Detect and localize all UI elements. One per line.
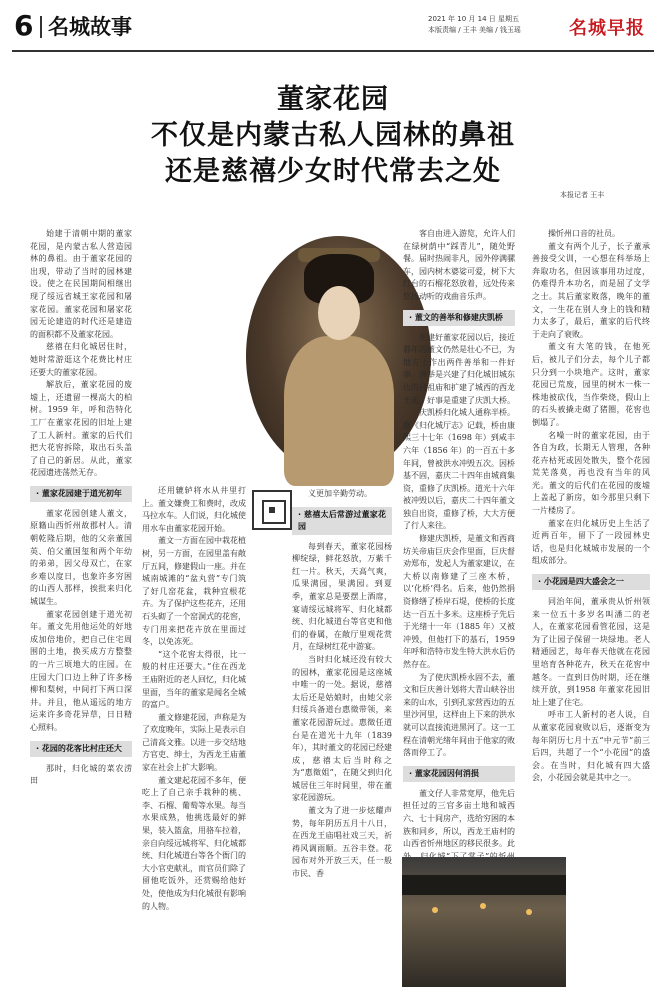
paragraph: 名噪一时的董家花园，由于各自为政，长期无人管理，各种花卉枯死或因处散失，整个花园荒芜落莫，再也没有当年的风光。董文的后代们在花园的废墟上盖起了新房，如今那里只剩下一片楼房了。 xyxy=(532,430,650,516)
paragraph: 董文建起花园不多年，便吃上了自己亲手栽种的桃、李、石榴、葡萄等水果。每当水果成熟，他挑选最好的鲜果，装入篮盒，用骆车拉着，亲自向绥远城将军、归化城都统、归化城道台等各个衙门的大小官吏献礼，而官员们除了留他吃饭外，还赏赐给他好处，使他成为归化城很有影响的人物。 xyxy=(142,775,246,911)
newspaper-logo: 名城早报 xyxy=(569,18,645,39)
paragraph: 董家在归化城历史上生活了近两百年，留下了一段园林史话，也是归化城城市发展的一个组成部分。 xyxy=(532,518,650,566)
paragraph: 董文有大笔的钱，在他死后，被儿子们分去，每个儿子都只分到一小块地产。这时，董家花园已荒废，园里的树木一株一株地被砍伐，当作柴烧，假山上的石头被撬走砌了猪圈，花窖也倒塌了。 xyxy=(532,342,650,427)
paragraph: 客自由进入游览，允许人们在绿树荫中“踩青儿”，随处野餐。届时热闹非凡，园外停满骡车，园内树木婆娑可爱，树下大红台的石榴花怒放着，远处传来悠扬动听的戏曲音乐声。 xyxy=(403,229,515,301)
subhead-cixi: · 慈禧太后常游过董家花园 xyxy=(292,507,392,535)
decorative-frame-icon xyxy=(252,490,292,530)
paragraph: 董家花园创建于道光初年。董文先用他运处的好地成加倍地价，把自己住宅周围的土地，换买成方方整整的一片三顷地大的庄园。在庄园大门口边上种了许多杨柳和梨树，中间打下两口深井。并且，他从遥远的地方运来许多奇花异草，日日精心照料。 xyxy=(30,609,132,732)
header-divider xyxy=(40,16,42,38)
paragraph: 在建好董家花园以后，接近暮年的董文仍然是壮心不已，为地方上作出两件善举和一件好事。善举是兴建了归化城旧城东边的昌祖庙和扩建了城西的西龙王庙，好事是重建了庆凯大桥。 xyxy=(403,332,515,405)
subhead-festival: · 小花园是四大盛会之一 xyxy=(532,574,650,590)
paragraph: 修建庆凯桥，是董文和西商坊关帝庙巨庆会作里面，巨庆督劝郑布，发起人为董家建议，在大桥以南修建了三座木桥，以‘化桥’得名。后来，他仍然捐资修缮了桥岸石堤，使桥的长度达一百五十多米。这座桥子先后于光绪十一年（1885 年）又被冲毁，但他打下的基石，1959 年呼和浩特市发生特大洪水后仍然存在。 xyxy=(403,534,515,669)
headline-line-1: 董家花园 xyxy=(277,84,389,115)
paragraph: 那时，归化城的菜农涝田 xyxy=(30,763,132,786)
paragraph: 慈禧在归化城居住时，她时常游逛这个花费比村庄还要大的董家花园。 xyxy=(30,342,132,377)
subhead-bridge: · 董文的善举和修建庆凯桥 xyxy=(403,310,515,326)
section-title: 名城故事 xyxy=(48,15,132,39)
byline: 本报记者 王丰 xyxy=(560,191,605,199)
subhead-cellar: · 花园的花客比村庄还大 xyxy=(30,741,132,757)
paragraph: 每到春天，董家花园杨柳绽绿，鲜花怒放，万紫千红一片。秋天，天高气爽，瓜果满园，果满园。到夏季，董家总是要摆上酒席，宴请绥远城将军、归化城都统、归化城道台等官吏和他们的眷属，在敞厅里观花赏月，在绿树红花中游宴。 xyxy=(292,541,392,652)
paragraph: 义更加辛勤劳动。 xyxy=(308,489,372,498)
column-1 xyxy=(30,228,132,988)
paragraph: 董家花园创建人董文，原籍山西忻州故郡村人。清朝乾隆后期，他的父亲董国英、伯父董国玺和两个年幼的弟弟，因父母双亡，在家乡难以度日，也象许多穷困的山西人那样，挨批来归化城谋生。 xyxy=(30,508,132,607)
subhead-founding: · 董家花园建于道光初年 xyxy=(30,486,132,502)
lantern-icon xyxy=(480,903,486,909)
paragraph: 操忻州口音的社员。 xyxy=(548,229,620,238)
paragraph: 同治年间，董承贵从忻州领来一位五十多岁名叫潘二的老人，在董家花园看管花园，这是为了让园子保留一块绿地。老人精通园艺，每年春天他就在花园里培育各种花卉，秋天在花窖中越冬。一直到日伪时期，还在继续开放，到1958 年董家花园旧址上建了住宅。 xyxy=(532,597,650,707)
paragraph: “这个花窖太得很，比一般的村庄还要大。”住在西龙王庙附近的老人回忆，归化城里面，当年的董家是闻名全城的富户。 xyxy=(142,649,246,710)
paragraph: 庆凯桥归化城人通称半桥。据《归化城厅志》记载，桥由康熙三十七年（1698 年）到咸丰六年（1856 年）的一百五十多年间，曾被洪水冲毁五次。因桥基不固，嘉庆二十四年由城商集资，重修了庆凯桥。道光十六年被冲毁以后，嘉庆二十四年董文独自出资，重修了桥，大大方便了行人来往。 xyxy=(403,408,515,531)
paragraph: 董文修建花园，声称是为了欢度晚年，实际上是表示自己清高文雅。以进一步交结地方官吏、绅士，为西龙王庙董家在社会上扩大影响。 xyxy=(142,712,246,773)
headline-line-2: 不仅是内蒙古私人园林的鼻祖 xyxy=(151,120,515,151)
photo-face xyxy=(318,286,360,340)
lantern-icon xyxy=(432,907,438,913)
header-meta xyxy=(428,14,521,36)
paragraph: 解放后，董家花园的废墟上，还遗留一棵高大的柏树。1959 年，呼和浩特化工厂在董家花园的旧址上建了工人新村。董家的后代们把大花窖拆除，取出石头盖了自己的新居。从此，董家花园遗迹荡然无存。 xyxy=(30,380,132,478)
column-2 xyxy=(142,485,246,988)
headline xyxy=(60,82,606,190)
photo-robe xyxy=(284,336,394,486)
page-header xyxy=(0,0,666,52)
paragraph: 始建于清朝中期的董家花园，是内蒙古私人营造园林的鼻祖。由于董家花园的出现，带动了当时的园林建设。使之在民国期间相继出现了绥远省城王家花园和屠家花园。董家花园和屠家花园无论建造的时代还是建造的面积都不及董家花园。 xyxy=(30,229,132,339)
paragraph: 董文仔人非常宽厚，他先后担任过的三官多亩土地和城西六、七十间房产，选给穷困的本族和同乡，所以，西龙王庙村的山西省忻州地区的移民很多。此 xyxy=(403,788,515,849)
editor-credits: 本版责编 / 王丰 美编 / 钱玉瑶 xyxy=(428,26,521,34)
column-3 xyxy=(403,228,515,853)
paragraph: 当时归化城还没有较大的园林，董家花园是这座城中唯一的一处。据说，慈禧太后还是姑娘时，由她父亲归绥兵备道台惠徵带领，来董家花园游玩过。惠徵任道台是在道光十九年（1839 年），其时董文的花园已经建成，慈禧太后当时称之为“惠徵姐”，在随父到归化城居住三年时间里，带在董家花园游玩。 xyxy=(292,654,392,803)
paragraph: 还用辘轳将水从井里打上。董文嫌费工和费时，改成马拉水车。人们说，归化城使用水车由董家花园开始。 xyxy=(142,486,246,533)
paragraph: 呼市工人新村的老人说，自从董家花园衰败以后，逐渐变为每年阴历七月十五“中元节”前三后四，共超了一个“小花园”的盛会。在当时，归化城有四大盛会，小花园会就是其中之一。 xyxy=(532,710,650,783)
headline-line-3: 还是慈禧少女时代常去之处 xyxy=(165,156,501,187)
header-rule xyxy=(12,50,654,52)
column-2b xyxy=(292,488,392,988)
paragraph: 董文为了进一步炫耀声势，每年阴历五月十八日，在西龙王庙唱社戏三天，祈祷风调雨顺。五谷丰登。花园布对外开放三天，任一般市民、香 xyxy=(292,806,392,879)
paragraph: 董文一方面在园中栽花植树，另一方面，在园里盖有敞厅五间，修建假山一座。并在城南城滩的“盆丸营”专门筑了好几窑花盆，栽种宜根花卉。为了保护这些花卉，还用石头砌了一个窑洞式的花窖，专门用来把花卉放在里面过冬，以免冻死。 xyxy=(142,536,246,647)
paragraph: 为了使庆凯桥永固不去，董文和巨庆善计划将大青山峡谷出来的山水，引到孔家营西边的五里沙河里，这样由上下来的洪水就可以直接流进黑河了。这一工程在清朝光绪年间由于他家的败落而停工了。 xyxy=(403,672,515,758)
column-4 xyxy=(532,228,650,988)
page-number: 6 xyxy=(14,9,34,42)
issue-date: 2021 年 10 月 14 日 星期五 xyxy=(428,15,519,23)
paragraph: 董文有两个儿子，长子董承善接受父训，一心想在科举场上奔取功名，但因该事用功过度，仍难得升本功名，而是屈了文学之士。其后董家败落，晚年的董文，一生花在别人身上的钱和精力太多了，最后，董家的后代终于走向了衰败。 xyxy=(532,241,650,339)
subhead-decline: · 董家花园因何消损 xyxy=(403,766,515,782)
